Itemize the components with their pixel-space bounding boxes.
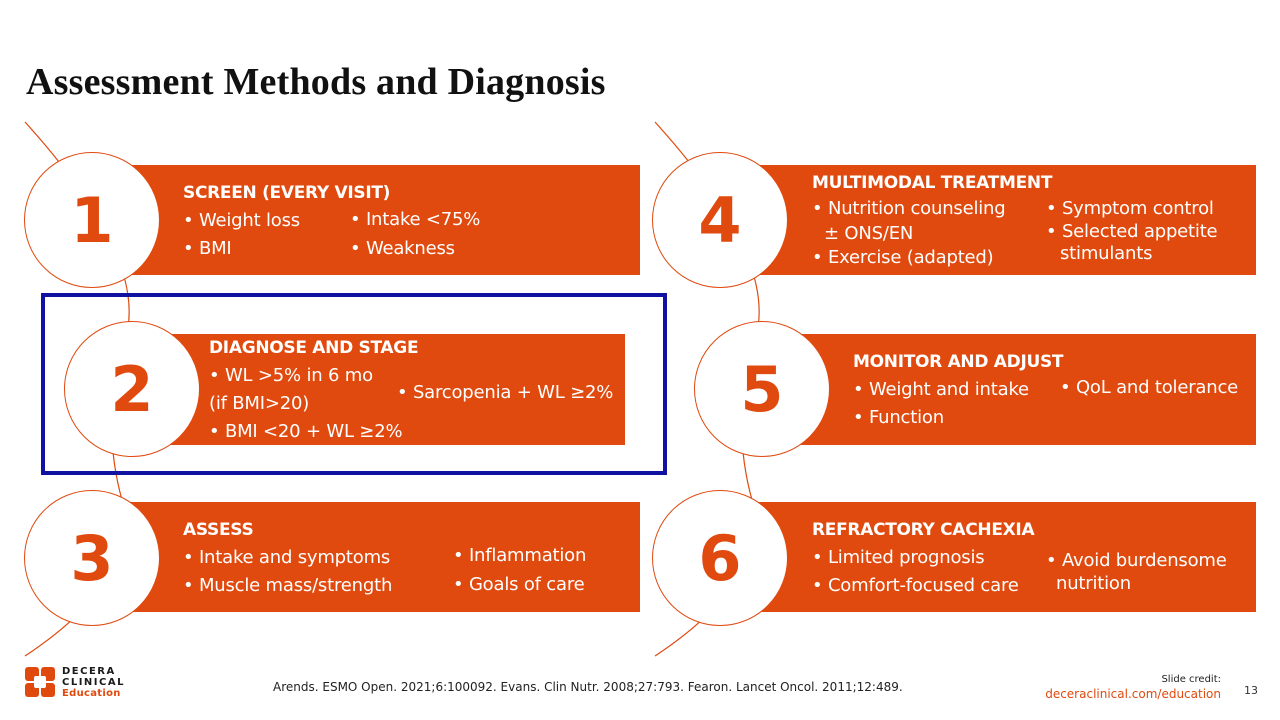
step-2-highlight-box: [41, 293, 667, 475]
step-1-bullet: • Weakness: [350, 238, 455, 259]
step-5-bullet: • QoL and tolerance: [1060, 377, 1239, 398]
step-6-circle: [652, 490, 788, 626]
slide-credit-label: Slide credit:: [1161, 674, 1221, 685]
step-2-heading: DIAGNOSE AND STAGE: [209, 338, 419, 358]
logo-line-3: Education: [62, 688, 121, 699]
step-5-bullet: • Weight and intake: [853, 379, 1029, 400]
page-number: 13: [1244, 684, 1258, 697]
logo-line-2: CLINICAL: [62, 677, 125, 688]
step-5-circle: [694, 321, 830, 457]
step-2-bullet: (if BMI>20): [209, 393, 310, 414]
step-6-bullet: • Limited prognosis: [812, 547, 985, 568]
step-1-number: 1: [70, 183, 114, 257]
step-1-bullet: • BMI: [183, 238, 232, 259]
step-1-circle: [24, 152, 160, 288]
logo-line-1: DECERA: [62, 666, 116, 677]
step-3-bullet: • Muscle mass/strength: [183, 575, 393, 596]
decera-logo-text: [62, 666, 125, 699]
step-6-number: 6: [698, 521, 742, 595]
step-4-bullet: • Exercise (adapted): [812, 247, 994, 268]
step-5-bullet: • Function: [853, 407, 944, 428]
step-1-bullet: • Intake <75%: [350, 209, 481, 230]
step-3-number: 3: [70, 521, 114, 595]
step-4-number: 4: [698, 183, 742, 257]
step-1-heading: SCREEN (EVERY VISIT): [183, 183, 391, 203]
references: Arends. ESMO Open. 2021;6:100092. Evans. Clin Nutr. 2008;27:793. Fearon. Lancet Oncol. 2011;12:489.: [273, 680, 903, 694]
step-2-bullet: • Sarcopenia + WL ≥2%: [397, 382, 614, 403]
step-3-bullet: • Goals of care: [453, 574, 585, 595]
step-5-heading: MONITOR AND ADJUST: [853, 352, 1064, 372]
slide-credit-link[interactable]: deceraclinical.com/education: [1045, 687, 1221, 701]
step-3-bullet: • Inflammation: [453, 545, 587, 566]
step-6-bullet: • Avoid burdensome: [1046, 550, 1227, 571]
step-4-circle: [652, 152, 788, 288]
step-5-number: 5: [740, 352, 784, 426]
decera-logo: [24, 666, 134, 700]
step-6-bullet: nutrition: [1056, 573, 1131, 594]
step-2-bullet: • WL >5% in 6 mo: [209, 365, 373, 386]
step-3-bullet: • Intake and symptoms: [183, 547, 391, 568]
step-4-bullet: • Symptom control: [1046, 198, 1214, 219]
decera-logo-icon: [24, 666, 58, 698]
step-4-bullet: stimulants: [1060, 243, 1153, 264]
step-3-circle: [24, 490, 160, 626]
step-2-number: 2: [110, 352, 154, 426]
slide-title: Assessment Methods and Diagnosis: [26, 61, 606, 103]
step-4-bullet: • Nutrition counseling: [812, 198, 1006, 219]
step-1-bullet: • Weight loss: [183, 210, 300, 231]
step-4-heading: MULTIMODAL TREATMENT: [812, 173, 1053, 193]
step-6-bullet: • Comfort-focused care: [812, 575, 1019, 596]
step-6-heading: REFRACTORY CACHEXIA: [812, 520, 1035, 540]
step-2-bullet: • BMI <20 + WL ≥2%: [209, 421, 403, 442]
step-4-bullet: ± ONS/EN: [824, 223, 914, 244]
step-3-heading: ASSESS: [183, 520, 254, 540]
step-4-bullet: • Selected appetite: [1046, 221, 1218, 242]
